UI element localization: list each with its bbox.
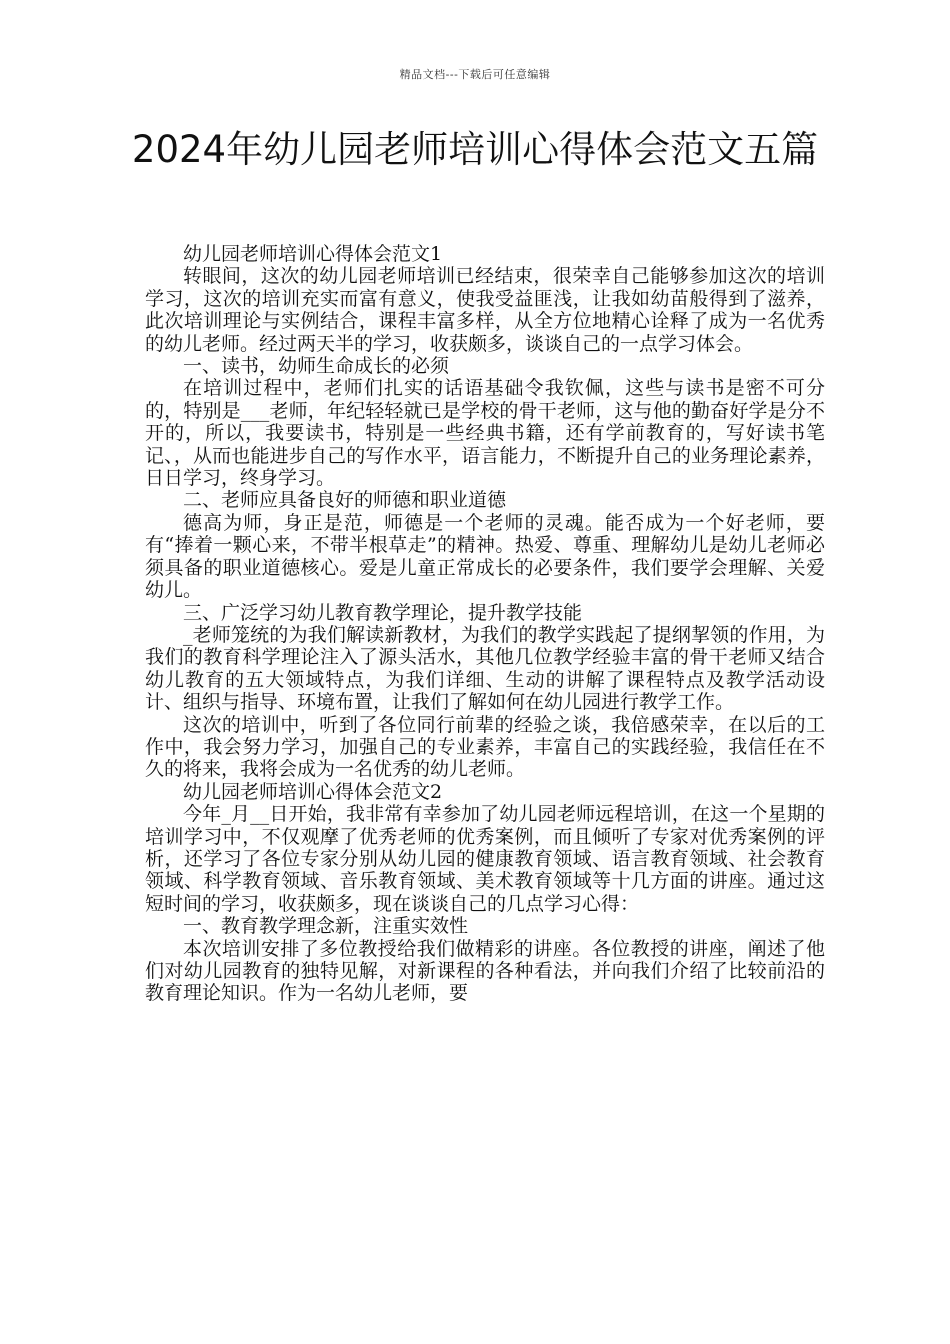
paragraph: 今年_月__日开始，我非常有幸参加了幼儿园老师远程培训，在这一个星期的培训学习中，不仅观摩了优秀老师的优秀案例，而且倾听了专家对优秀案例的评析，还学习了各位专家分别从幼儿园的健康教育领域、语言教育领域、社会教育领域、科学教育领域、音乐教育领域、美术教育领域等十几方面的讲座。通过这短时间的学习，收获颇多，现在谈谈自己的几点学习心得：	[145, 803, 825, 915]
section-heading: 幼儿园老师培训心得体会范文2	[183, 780, 443, 803]
subsection-heading: 二、老师应具备良好的师德和职业道德	[183, 489, 507, 512]
paragraph: 德高为师，身正是范，师德是一个老师的灵魂。能否成为一个好老师，要有“捧着一颗心来，不带半根草走”的精神。热爱、尊重、理解幼儿是幼儿老师必须具备的职业道德核心。爱是儿童正常成长的必要条件，我们要学会理解、关爱幼儿。	[145, 511, 825, 602]
header-note: 精品文档---下载后可任意编辑	[399, 68, 551, 81]
document-body	[145, 243, 825, 1005]
section-heading: 幼儿园老师培训心得体会范文1	[183, 243, 443, 265]
paragraph: _老师笼统的为我们解读新教材，为我们的教学实践起了提纲挈领的作用，为我们的教育科学理论注入了源头活水，其他几位教学经验丰富的骨干老师又结合幼儿教育的五大领域特点，为我们详细、生动的讲解了课程特点及教学活动设计、组织与指导、环境布置，让我们了解如何在幼儿园进行教学工作。	[145, 623, 825, 714]
subsection-heading: 一、读书，幼师生命成长的必须	[183, 355, 450, 378]
subsection-heading: 三、广泛学习幼儿教育教学理论，提升教学技能	[183, 601, 583, 624]
paragraph: 这次的培训中，听到了各位同行前辈的经验之谈，我倍感荣幸，在以后的工作中，我会努力学习，加强自己的专业素养，丰富自己的实践经验，我信任在不久的将来，我将会成为一名优秀的幼儿老师。	[145, 713, 825, 781]
paragraph: 本次培训安排了多位教授给我们做精彩的讲座。各位教授的讲座，阐述了他们对幼儿园教育的独特见解，对新课程的各种看法，并向我们介绍了比较前沿的教育理论知识。作为一名幼儿老师，要	[145, 937, 825, 1005]
subsection-heading: 一、教育教学理念新，注重实效性	[183, 915, 469, 938]
document-title: 2024年幼儿园老师培训心得体会范文五篇	[131, 128, 819, 171]
paragraph: 转眼间，这次的幼儿园老师培训已经结束，很荣幸自己能够参加这次的培训学习，这次的培训充实而富有意义，使我受益匪浅，让我如幼苗般得到了滋养，此次培训理论与实例结合，课程丰富多样，从全方位地精心诠释了成为一名优秀的幼儿老师。经过两天半的学习，收获颇多，谈谈自己的一点学习体会。	[145, 265, 825, 355]
paragraph: 在培训过程中，老师们扎实的话语基础令我钦佩，这些与读书是密不可分的，特别是___老师，年纪轻轻就已是学校的骨干老师，这与他的勤奋好学是分不开的，所以，我要读书，特别是一些经典书籍，还有学前教育的，写好读书笔记、，从而也能进步自己的写作水平，语言能力，不断提升自己的业务理论素养，日日学习，终身学习。	[145, 377, 825, 490]
